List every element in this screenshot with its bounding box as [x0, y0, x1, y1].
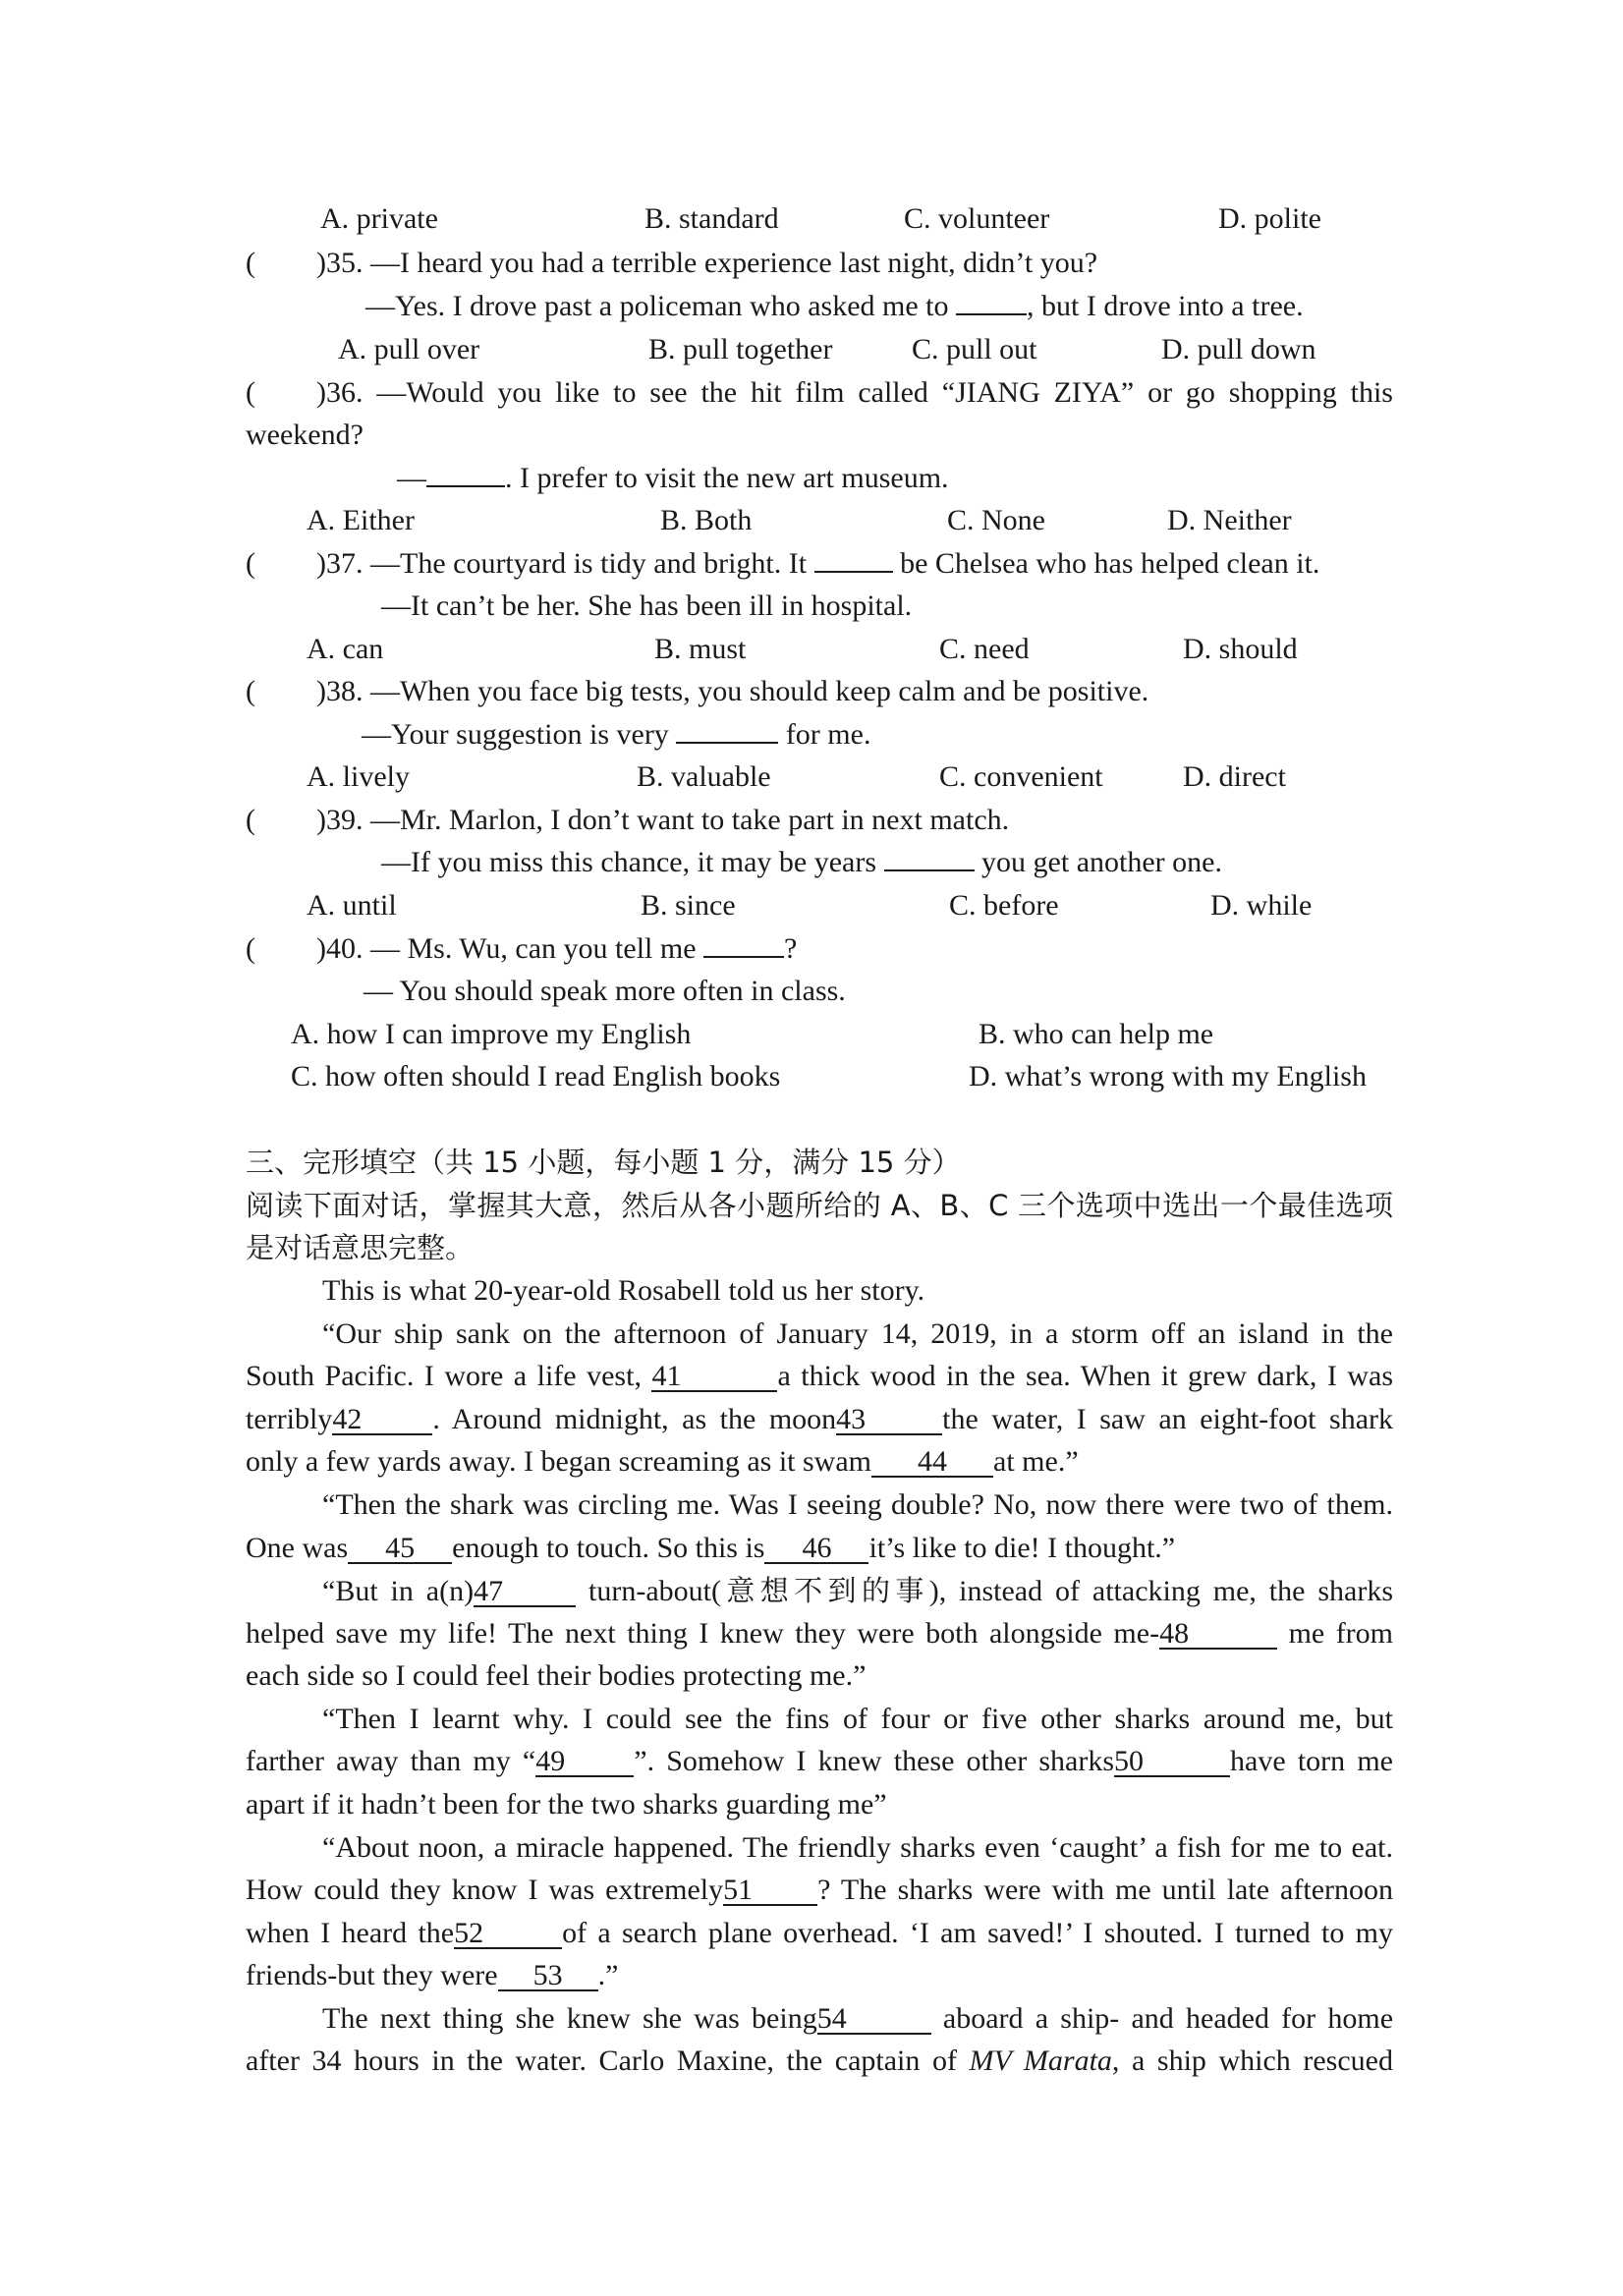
passage-line: [322, 1571, 1393, 1611]
passage-line: “Our ship sank on the afternoon of January 14, 2019, in a storm off an island in the: [322, 1317, 1393, 1350]
q39-paren: (: [246, 804, 255, 836]
q36-reply: [397, 459, 949, 498]
q38-paren: (: [246, 675, 255, 707]
passage-text: farther away than my “: [246, 1745, 536, 1777]
q40-option-c: C. how often should I read English books: [291, 1060, 781, 1092]
q36-reply-post: . I prefer to visit the new art museum.: [505, 462, 949, 494]
blank-42: 42: [332, 1406, 432, 1435]
q34-option-c: C. volunteer: [904, 202, 1050, 235]
blank-48: 48: [1159, 1620, 1277, 1650]
q39-stem: )39. —Mr. Marlon, I don’t want to take part in next match.: [316, 804, 1010, 836]
blank-47: 47: [474, 1578, 576, 1607]
passage-line: [246, 1614, 1393, 1653]
passage-text: helped save my life! The next thing I knew they were both alongside me-: [246, 1617, 1160, 1650]
passage-text: only a few yards away. I began screaming as it swam: [246, 1445, 872, 1478]
q36-blank: [426, 485, 505, 487]
q40-option-b: B. who can help me: [979, 1018, 1214, 1050]
passage-line: “Then I learnt why. I could see the fins of four or five other sharks around me, but: [322, 1703, 1393, 1735]
passage-gloss: 意想不到的事: [720, 1574, 929, 1607]
passage-text: turn-about(: [588, 1575, 721, 1607]
q36-option-d: D. Neither: [1167, 504, 1292, 536]
passage-text: it’s like to die! I thought.”: [868, 1532, 1176, 1564]
q40-stem: [316, 929, 797, 969]
passage-text: The next thing she knew she was being: [322, 2002, 817, 2035]
q38-reply-pre: —Your suggestion is very: [362, 718, 669, 751]
blank-44: 44: [871, 1448, 993, 1478]
blank-41: 41: [651, 1363, 777, 1392]
passage-line: [246, 1914, 1393, 1953]
passage-text: .”: [597, 1959, 619, 1991]
section-instructions-line2: 是对话意思完整。: [246, 1231, 475, 1264]
passage-text: the water, I saw an eight-foot shark: [942, 1403, 1393, 1435]
q39-option-b: B. since: [641, 889, 736, 922]
passage-text: at me.”: [993, 1445, 1079, 1478]
q38-blank: [676, 742, 778, 744]
q37-option-a: A. can: [307, 633, 384, 665]
passage-line: [246, 1871, 1393, 1910]
q38-option-a: A. lively: [307, 760, 410, 793]
q36-option-a: A. Either: [307, 504, 415, 536]
q35-reply-post: , but I drove into a tree.: [1027, 290, 1304, 322]
passage-text: friends-but they were: [246, 1959, 498, 1991]
q35-reply-pre: —Yes. I drove past a policeman who asked me to: [365, 290, 949, 322]
q40-stem-post: ?: [784, 932, 798, 965]
q34-option-a: A. private: [320, 202, 438, 235]
passage-text: of a search plane overhead. ‘I am saved!’ I shouted. I turned to my: [562, 1917, 1393, 1949]
passage-intro: This is what 20-year-old Rosabell told us her story.: [322, 1274, 925, 1307]
blank-50: 50: [1114, 1748, 1230, 1777]
q35-option-d: D. pull down: [1161, 333, 1316, 365]
passage-text: have torn me: [1230, 1745, 1393, 1777]
passage-line: each side so I could feel their bodies protecting me.”: [246, 1659, 867, 1692]
passage-text: enough to touch. So this is: [452, 1532, 765, 1564]
q36-option-c: C. None: [947, 504, 1045, 536]
ship-name: MV Marata: [969, 2044, 1112, 2077]
section-instructions-line1: 阅读下面对话，掌握其大意，然后从各小题所给的 A、B、C 三个选项中选出一个最佳选项: [246, 1189, 1393, 1222]
q37-stem: [316, 544, 1319, 584]
q38-reply-post: for me.: [785, 718, 871, 751]
blank-53: 53: [498, 1962, 598, 1991]
passage-text: a thick wood in the sea. When it grew dark, I was: [777, 1360, 1394, 1392]
q36-stem: )36. —Would you like to see the hit film called “JIANG ZIYA” or go shopping this: [316, 376, 1393, 409]
passage-text: terribly: [246, 1403, 333, 1435]
blank-45: 45: [348, 1535, 452, 1564]
passage-text: , a ship which rescued: [1111, 2044, 1393, 2077]
q35-blank: [956, 313, 1027, 315]
q37-blank: [814, 571, 893, 573]
q37-option-d: D. should: [1183, 633, 1298, 665]
q35-paren: (: [246, 247, 255, 279]
q37-option-b: B. must: [654, 633, 747, 665]
passage-line: [246, 1357, 1393, 1396]
q40-stem-pre: )40. — Ms. Wu, can you tell me: [316, 932, 697, 965]
q36-paren: (: [246, 376, 255, 409]
q35-option-a: A. pull over: [338, 333, 480, 365]
q34-option-d: D. polite: [1218, 202, 1321, 235]
q38-stem: )38. —When you face big tests, you should keep calm and be positive.: [316, 675, 1149, 707]
q38-option-d: D. direct: [1183, 760, 1286, 793]
blank-43: 43: [836, 1406, 942, 1435]
q39-option-c: C. before: [949, 889, 1059, 922]
q40-option-d: D. what’s wrong with my English: [969, 1060, 1367, 1092]
passage-text: ”. Somehow I knew these other sharks: [634, 1745, 1115, 1777]
q35-stem: )35. —I heard you had a terrible experience last night, didn’t you?: [316, 247, 1098, 279]
q38-reply: [362, 715, 870, 755]
q40-paren: (: [246, 932, 255, 965]
passage-line: apart if it hadn’t been for the two sharks guarding me”: [246, 1788, 887, 1820]
blank-52: 52: [454, 1920, 562, 1949]
q40-blank: [703, 956, 784, 958]
q35-option-b: B. pull together: [648, 333, 833, 365]
q35-reply: [365, 287, 1304, 326]
q37-stem-post: be Chelsea who has helped clean it.: [900, 547, 1320, 580]
q37-reply: —It can’t be her. She has been ill in hospital.: [381, 589, 913, 622]
q38-option-c: C. convenient: [939, 760, 1103, 793]
q39-reply: [381, 843, 1222, 882]
passage-line: [322, 1999, 1393, 2039]
q40-option-a: A. how I can improve my English: [291, 1018, 692, 1050]
blank-51: 51: [723, 1876, 817, 1906]
passage-text: when I heard the: [246, 1917, 455, 1949]
q36-stem-cont: weekend?: [246, 419, 364, 451]
passage-line: [246, 1529, 1175, 1568]
q39-option-d: D. while: [1210, 889, 1313, 922]
q37-option-c: C. need: [939, 633, 1030, 665]
passage-text: ? The sharks were with me until late afternoon: [817, 1874, 1393, 1906]
blank-49: 49: [535, 1748, 634, 1777]
q39-option-a: A. until: [307, 889, 397, 922]
blank-54: 54: [817, 2005, 931, 2035]
passage-text: me from: [1288, 1617, 1394, 1650]
passage-text: How could they know I was extremely: [246, 1874, 724, 1906]
section-heading: 三、完形填空（共 15 小题，每小题 1 分，满分 15 分）: [246, 1146, 961, 1179]
passage-text: One was: [246, 1532, 349, 1564]
passage-line: [246, 1956, 618, 1995]
passage-text: South Pacific. I wore a life vest,: [246, 1360, 642, 1392]
blank-46: 46: [764, 1535, 868, 1564]
q39-reply-post: you get another one.: [981, 846, 1222, 878]
passage-line: [246, 1742, 1393, 1781]
passage-text: . Around midnight, as the moon: [432, 1403, 837, 1435]
passage-line: “Then the shark was circling me. Was I seeing double? No, now there were two of them.: [322, 1488, 1393, 1521]
passage-text: aboard a ship- and headed for home: [942, 2002, 1394, 2035]
passage-line: [246, 1400, 1393, 1439]
passage-text: “But in a(n): [322, 1575, 475, 1607]
passage-line: “About noon, a miracle happened. The friendly sharks even ‘caught’ a fish for me to eat.: [322, 1831, 1393, 1864]
q35-option-c: C. pull out: [912, 333, 1037, 365]
q38-option-b: B. valuable: [637, 760, 771, 793]
q36-option-b: B. Both: [660, 504, 753, 536]
q37-paren: (: [246, 547, 255, 580]
q39-reply-pre: —If you miss this chance, it may be years: [381, 846, 877, 878]
passage-line: [246, 1442, 1079, 1482]
q36-reply-dash: —: [397, 462, 426, 494]
q34-option-b: B. standard: [644, 202, 779, 235]
q37-stem-pre: )37. —The courtyard is tidy and bright. It: [316, 547, 808, 580]
q40-reply: — You should speak more often in class.: [364, 975, 846, 1007]
passage-line: [246, 2042, 1393, 2081]
passage-text: ), instead of attacking me, the sharks: [928, 1575, 1393, 1607]
q39-blank: [884, 869, 975, 871]
passage-text: after 34 hours in the water. Carlo Maxine, the captain of: [246, 2044, 957, 2077]
